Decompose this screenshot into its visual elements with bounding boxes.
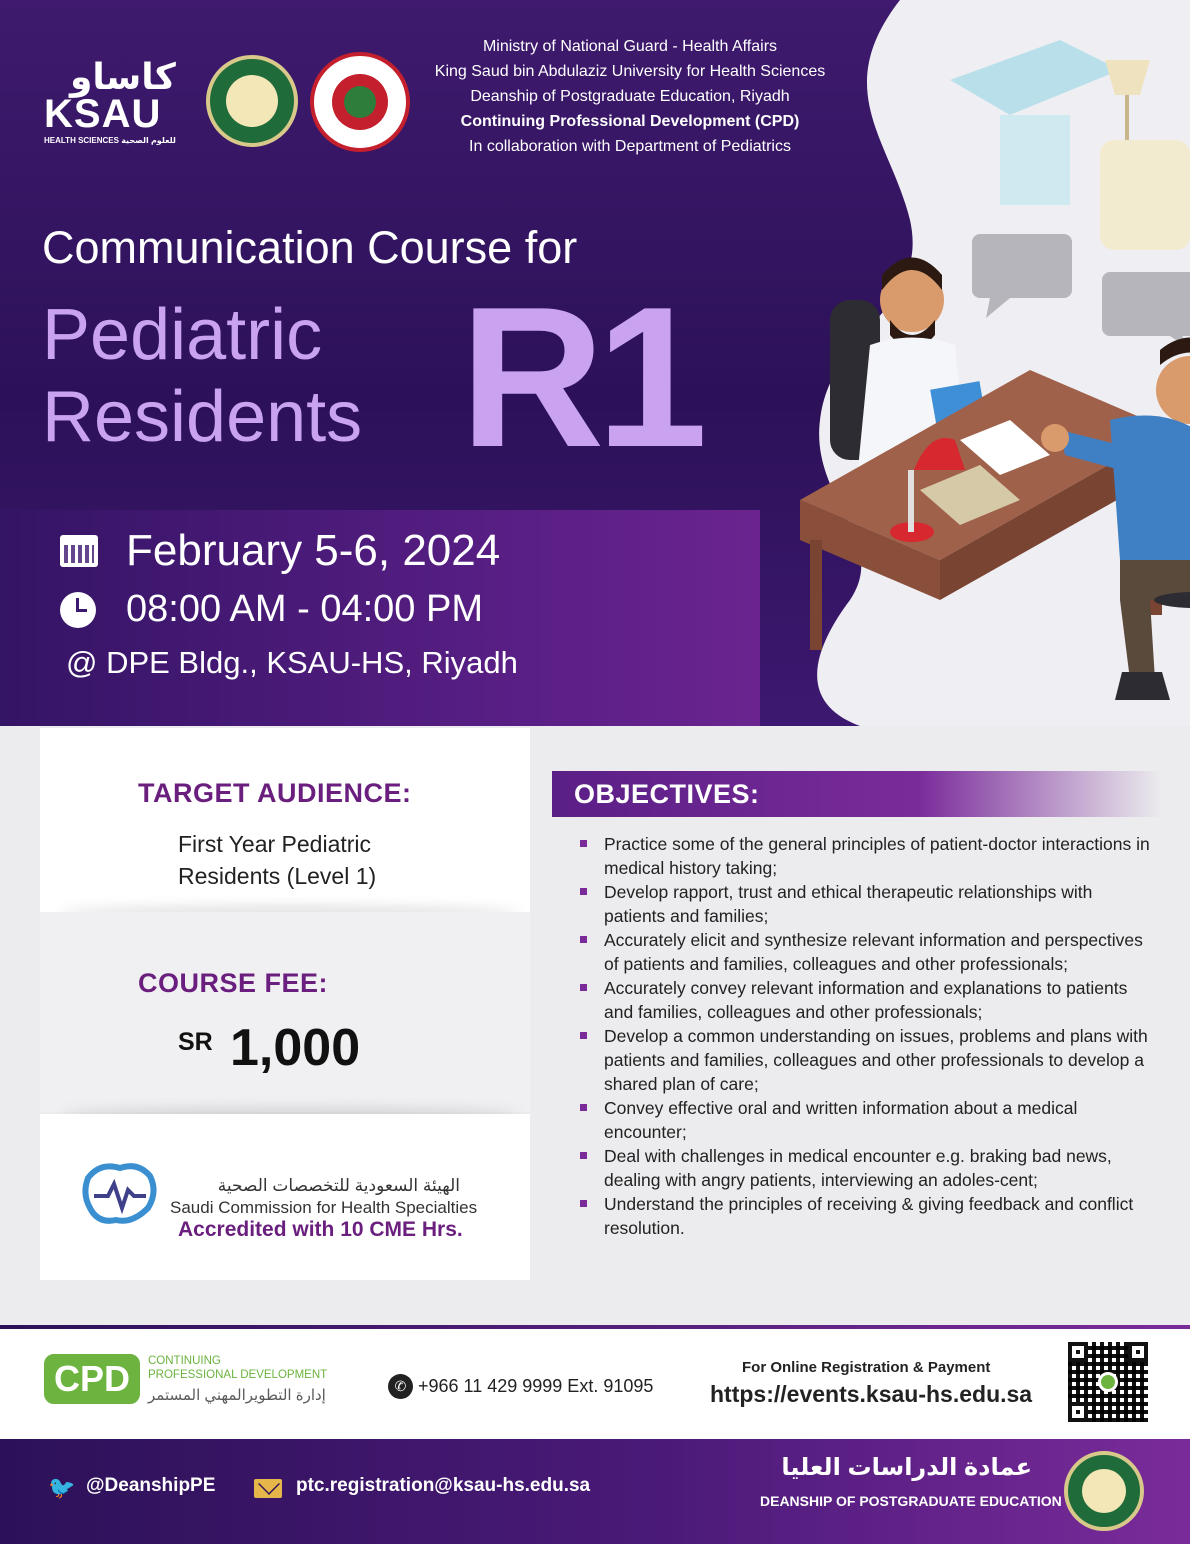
fee-amount: 1,000 <box>230 1019 361 1077</box>
objectives-title: OBJECTIVES: <box>574 779 760 809</box>
target-line-2: Residents (Level 1) <box>178 863 377 889</box>
deanship-arabic-name: عمادة الدراسات العليا <box>781 1454 1032 1481</box>
cpd-line-2: PROFESSIONAL DEVELOPMENT <box>148 1369 328 1381</box>
accreditation-card <box>40 1114 530 1280</box>
organization-header <box>420 34 840 159</box>
r1-badge: R1 <box>460 266 700 489</box>
event-date: February 5-6, 2024 <box>126 526 501 575</box>
objectives-header <box>552 771 1162 817</box>
email-address[interactable]: ptc.registration@ksau-hs.edu.sa <box>296 1475 591 1496</box>
target-audience-card <box>40 728 530 912</box>
hero-section <box>0 0 1190 726</box>
scfhs-english-name: Saudi Commission for Health Specialties <box>170 1198 478 1217</box>
registration-link[interactable]: https://events.ksau-hs.edu.sa <box>710 1381 1033 1407</box>
registration-label: For Online Registration & Payment <box>742 1359 991 1376</box>
university-seal-logo <box>206 55 298 147</box>
scfhs-logo-icon <box>80 1158 160 1230</box>
phone-icon: ✆ <box>388 1374 413 1399</box>
fee-currency: SR <box>178 1028 213 1056</box>
event-time-row <box>60 588 483 631</box>
target-audience-text <box>178 828 376 892</box>
event-date-row <box>60 526 500 576</box>
bottom-contact-bar <box>0 1439 1190 1544</box>
course-subtitle <box>42 294 362 458</box>
mail-icon <box>254 1479 282 1498</box>
objective-item: Practice some of the general principles of patient-doctor interactions in medical history taking; <box>578 832 1158 880</box>
clock-icon <box>60 592 96 628</box>
cpd-name <box>148 1354 327 1382</box>
header-line-deanship: Deanship of Postgraduate Education, Riyadh <box>470 88 790 105</box>
header-line-university: King Saud bin Abdulaziz University for Health Sciences <box>434 63 826 80</box>
twitter-icon: 🐦 <box>48 1475 76 1500</box>
course-fee-title: COURSE FEE: <box>138 968 329 998</box>
objectives-list <box>578 832 1158 1240</box>
scfhs-arabic-name: الهيئة السعودية للتخصصات الصحية <box>217 1176 460 1195</box>
objective-item: Develop a common understanding on issues, problems and plans with patients and families, colleagues and other professionals to develop a shared plan of care; <box>578 1024 1158 1096</box>
header-line-cpd: Continuing Professional Development (CPD) <box>460 113 800 130</box>
cpd-logo: CPD <box>44 1354 140 1404</box>
deanship-seal-logo <box>1064 1451 1144 1531</box>
objective-item: Develop rapport, trust and ethical therapeutic relationships with patients and families; <box>578 880 1158 928</box>
ksau-arabic-logo: كاساو <box>70 56 176 97</box>
title-pediatric: Pediatric <box>42 295 323 375</box>
header-line-collaboration: In collaboration with Department of Pediatrics <box>469 138 791 155</box>
objective-item: Deal with challenges in medical encounter e.g. braking bad news, dealing with angry patients, interviewing an adoles-cent; <box>578 1144 1158 1192</box>
twitter-handle[interactable]: @DeanshipPE <box>86 1475 216 1496</box>
course-fee-card <box>40 912 530 1112</box>
qr-code-icon[interactable] <box>1068 1342 1148 1422</box>
objective-item: Accurately convey relevant information and explanations to patients and families, colleagues and other professionals; <box>578 976 1158 1024</box>
objective-item: Understand the principles of receiving & giving feedback and conflict resolution. <box>578 1192 1158 1240</box>
ksau-logo: KSAU <box>44 92 162 136</box>
course-title: Communication Course for <box>42 222 578 273</box>
header-line-ministry: Ministry of National Guard - Health Affairs <box>482 38 778 55</box>
event-location-row <box>66 645 518 681</box>
target-audience-title: TARGET AUDIENCE: <box>138 778 412 808</box>
cme-hours: Accredited with 10 CME Hrs. <box>178 1218 463 1241</box>
deanship-english-name: DEANSHIP OF POSTGRADUATE EDUCATION <box>760 1493 1062 1509</box>
cpd-arabic-name: إدارة التطويرالمهني المستمر <box>148 1387 326 1404</box>
objective-item: Accurately elicit and synthesize relevant information and perspectives of patients and families, colleagues and other professionals; <box>578 928 1158 976</box>
event-time: 08:00 AM - 04:00 PM <box>126 588 483 630</box>
national-guard-health-logo <box>310 52 410 152</box>
cpd-line-1: CONTINUING <box>148 1355 221 1367</box>
target-line-1: First Year Pediatric <box>178 831 372 857</box>
phone-number[interactable]: +966 11 429 9999 Ext. 91095 <box>418 1376 654 1396</box>
title-residents: Residents <box>42 377 363 457</box>
event-location: @ DPE Bldg., KSAU-HS, Riyadh <box>66 645 518 680</box>
calendar-icon <box>60 535 98 567</box>
ksau-logo-subtitle: HEALTH SCIENCES للعلوم الصحية <box>44 136 176 145</box>
objective-item: Convey effective oral and written information about a medical encounter; <box>578 1096 1158 1144</box>
